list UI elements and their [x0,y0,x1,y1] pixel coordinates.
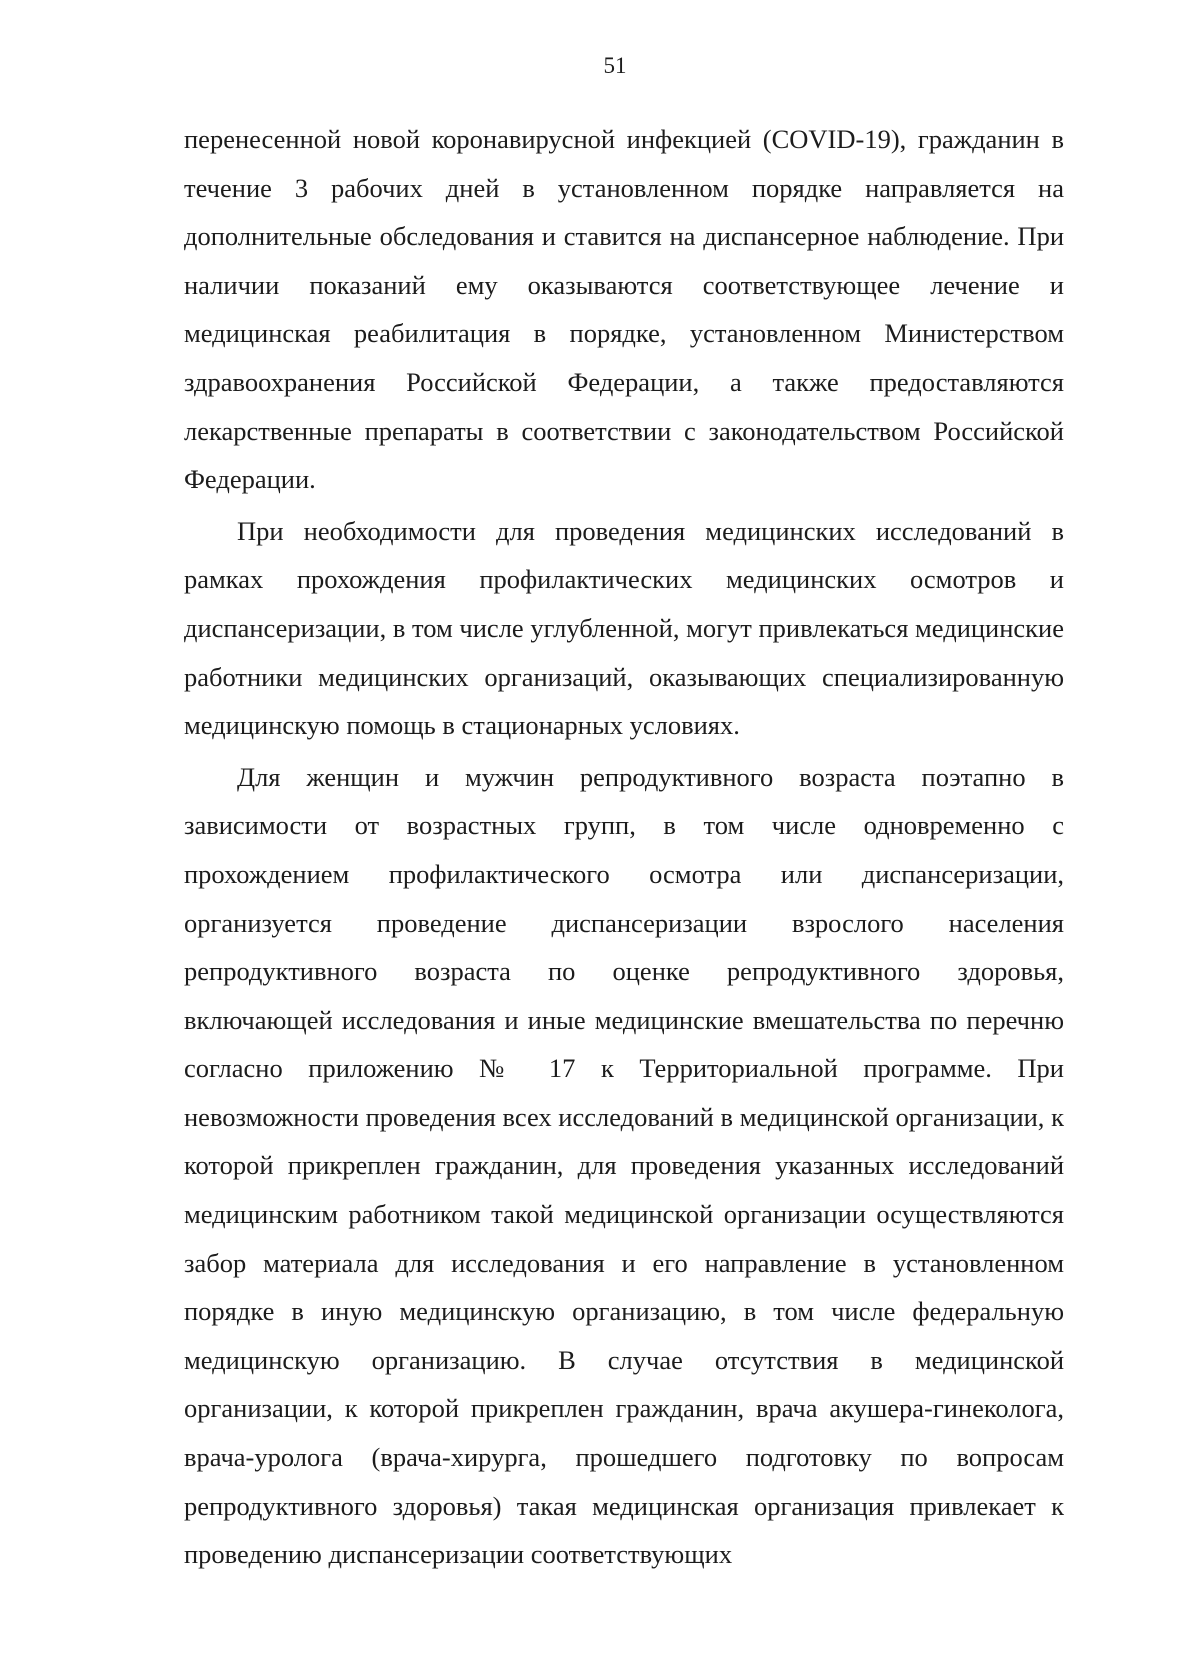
page-number: 51 [603,53,627,78]
paragraph-medical-workers: При необходимости для проведения медицинских исследований в рамках прохождения профилактических медицинских осмотров и диспансеризации, в том числе углубленной, могут привлекаться медицинские работники медицинских организаций, оказывающих специализированную медицинскую помощь в стационарных условиях. [184,515,1064,741]
paragraph-reproductive-health: Для женщин и мужчин репродуктивного возраста поэтапно в зависимости от возрастных групп, в том числе одновременно с прохождением профилактического осмотра или диспансеризации, организуется проведение диспансеризации взрослого населения репродуктивного возраста по оценке репродуктивного здоровья, включающей исследования и иные медицинские вмешательства по перечню согласно приложению № 17 к Территориальной программе. При невозможности проведения всех исследований в медицинской организации, к которой прикреплен гражданин, для проведения указанных исследований медицинским работником такой медицинской организации осуществляются забор материала для исследования и его направление в установленном порядке в иную медицинскую организацию, в том числе федеральную медицинскую организацию. В случае отсутствия в медицинской организации, к которой прикреплен гражданин, врача акушера-гинеколога, врача-уролога (врача-хирурга, прошедшего подготовку по вопросам репродуктивного здоровья) такая медицинская организация привлекает к проведению диспансеризации соответствующих [184,761,1064,1570]
paragraph-continuation: перенесенной новой коронавирусной инфекцией (COVID-19), гражданин в течение 3 рабочих дней в установленном порядке направляется на дополнительные обследования и ставится на диспансерное наблюдение. При наличии показаний ему оказываются соответствующее лечение и медицинская реабилитация в порядке, установленном Министерством здравоохранения Российской Федерации, а также предоставляются лекарственные препараты в соответствии с законодательством Российской Федерации. [184,124,1064,495]
document-body [184,115,1064,1582]
